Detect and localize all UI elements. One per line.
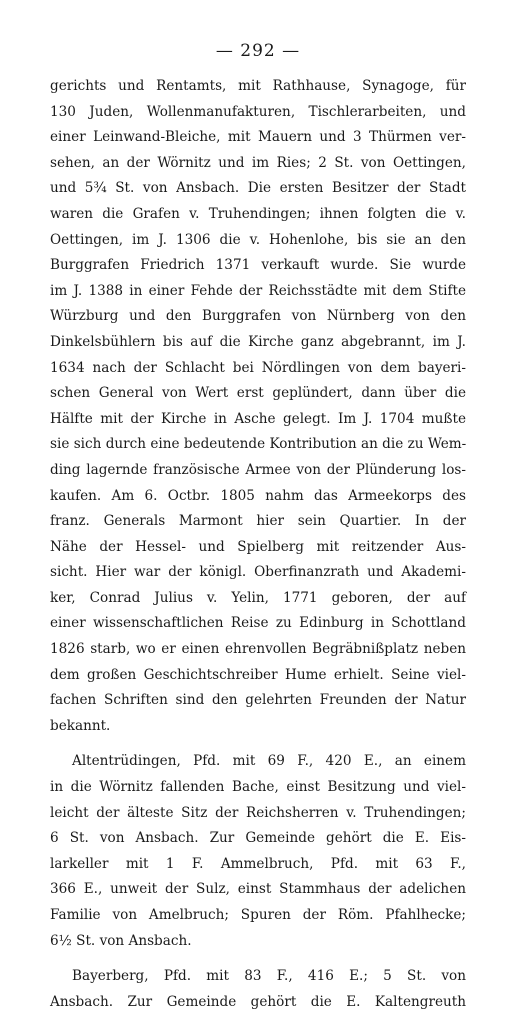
paragraph-altentruedingen	[50, 749, 466, 954]
text-line: franz. Generals Marmont hier sein Quartier. In der	[50, 513, 466, 530]
text-line: Würzburg und den Burggrafen von Nürnberg von den	[50, 308, 466, 325]
paragraph-gap	[50, 954, 466, 964]
text-line: sie sich durch eine bedeutende Kontribution an die zu Wem-	[50, 436, 467, 453]
text-line: 6 St. von Ansbach. Zur Gemeinde gehört die E. Eis-	[50, 830, 466, 847]
text-line: 130 Juden, Wollenmanufakturen, Tischlerarbeiten, und	[50, 103, 466, 120]
text-line: ker, Conrad Julius v. Yelin, 1771 geboren, der auf	[50, 589, 466, 606]
text-line: im J. 1388 in einer Fehde der Reichsstädte mit dem Stifte	[50, 282, 466, 299]
text-line: sehen, an der Wörnitz und im Ries; 2 St. von Oettingen,	[50, 154, 466, 171]
text-line: larkeller mit 1 F. Ammelbruch, Pfd. mit 63 F.,	[50, 855, 466, 872]
paragraph-main	[50, 74, 466, 739]
text-line: kaufen. Am 6. Octbr. 1805 nahm das Armeekorps des	[50, 487, 466, 504]
text-line: und 5¾ St. von Ansbach. Die ersten Besitzer der Stadt	[50, 180, 466, 197]
paragraph-bayerberg	[50, 964, 466, 1015]
text-line: Oettingen, im J. 1306 die v. Hohenlohe, bis sie an den	[50, 231, 466, 248]
text-line: Bayerberg, Pfd. mit 83 F., 416 E.; 5 St. von	[72, 968, 466, 985]
text-line: gerichts und Rentamts, mit Rathhause, Synagoge, für	[50, 78, 466, 94]
text-line: einer wissenschaftlichen Reise zu Edinburg in Schottland	[50, 615, 466, 632]
text-line: 6½ St. von Ansbach.	[50, 932, 192, 949]
text-line: ding lagernde französische Armee von der Plünderung los-	[50, 461, 466, 478]
text-line: Ansbach. Zur Gemeinde gehört die E. Kaltengreuth	[50, 993, 466, 1010]
page-number: — 292 —	[215, 41, 301, 61]
text-line: fachen Schriften sind den gelehrten Freunden der Natur	[50, 692, 466, 709]
text-line: sicht. Hier war der königl. Oberfinanzrath und Akademi-	[50, 564, 466, 581]
text-line: 1634 nach der Schlacht bei Nördlingen von dem bayeri-	[50, 359, 466, 376]
text-line: waren die Grafen v. Truhendingen; ihnen folgten die v.	[50, 205, 466, 222]
text-line: Burggrafen Friedrich 1371 verkauft wurde. Sie wurde	[50, 257, 466, 274]
paragraph-gap	[50, 739, 466, 749]
text-line: dem großen Geschichtschreiber Hume erhielt. Seine viel-	[50, 666, 466, 683]
text-line: Nähe der Hessel- und Spielberg mit reitzender Aus-	[50, 538, 466, 555]
text-line: in die Wörnitz fallenden Bache, einst Besitzung und viel-	[50, 779, 466, 796]
text-line: schen General von Wert erst geplündert, dann über die	[50, 385, 466, 402]
text-line: Altentrüdingen, Pfd. mit 69 F., 420 E., an einem	[72, 753, 466, 770]
text-line: bekannt.	[50, 717, 111, 734]
text-line: Dinkelsbühlern bis auf die Kirche ganz abgebrannt, im J.	[50, 333, 466, 350]
text-line: Hälfte mit der Kirche in Asche gelegt. Im J. 1704 mußte	[50, 410, 466, 427]
text-line: leicht der älteste Sitz der Reichsherren v. Truhendingen;	[50, 804, 466, 821]
text-line: einer Leinwand-Bleiche, mit Mauern und 3 Thürmen ver-	[50, 129, 466, 146]
text-line: Familie von Amelbruch; Spuren der Röm. Pfahlhecke;	[50, 907, 466, 923]
text-line: 366 E., unweit der Sulz, einst Stammhaus der adelichen	[50, 881, 466, 898]
text-line: 1826 starb, wo er einen ehrenvollen Begräbnißplatz neben	[50, 641, 466, 658]
